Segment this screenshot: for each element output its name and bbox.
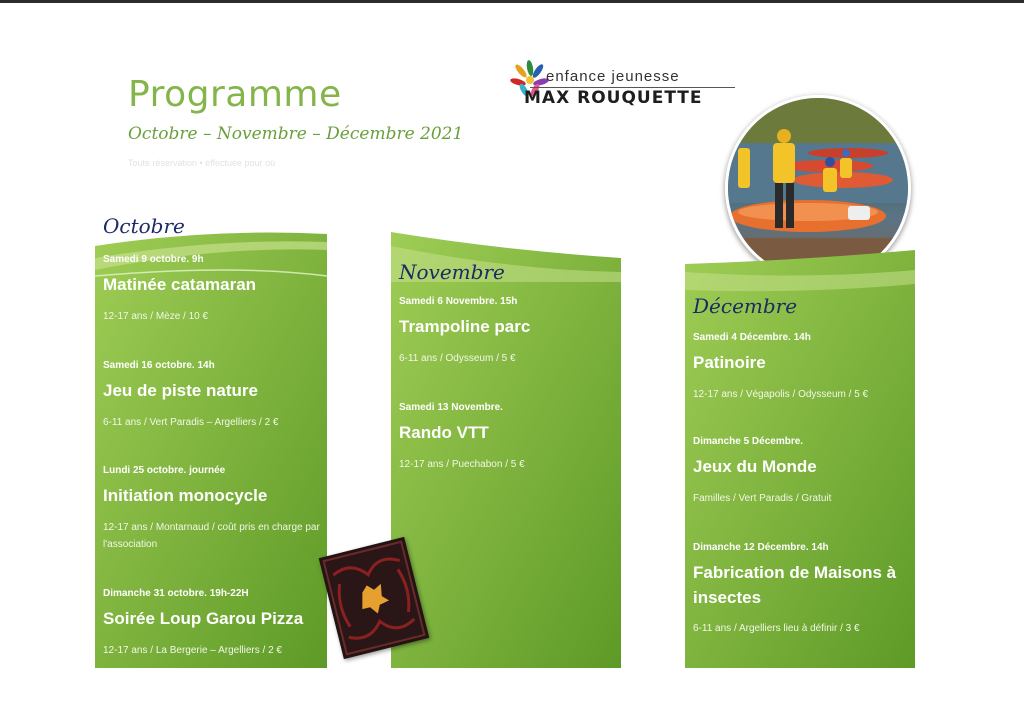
event-info: 12-17 ans / Végapolis / Odysseum / 5 €: [693, 388, 869, 400]
event-info: 12-17 ans / Mèze / 10 €: [103, 310, 209, 322]
month-column-octobre: [95, 214, 327, 668]
page-title: Programme: [128, 74, 342, 115]
event-maisons-insectes: [693, 542, 909, 638]
logo: [510, 58, 740, 110]
reservation-note: Toute réservation • effectuée pour où: [128, 158, 276, 168]
event-title: Jeux du Monde: [693, 457, 817, 476]
event-info: 6-11 ans / Vert Paradis – Argelliers / 2 €: [103, 416, 279, 428]
month-title-novembre: Novembre: [399, 260, 505, 284]
event-info: 6-11 ans / Argelliers lieu à définir / 3 €: [693, 623, 860, 635]
event-date: Dimanche 12 Décembre. 14h: [693, 542, 829, 553]
event-info: Familles / Vert Paradis / Gratuit: [693, 492, 832, 504]
event-date: Samedi 9 octobre. 9h: [103, 254, 204, 265]
event-date: Samedi 6 Novembre. 15h: [399, 296, 518, 307]
event-title: Jeu de piste nature: [103, 381, 258, 400]
event-info: 12-17 ans / La Bergerie – Argelliers / 2 €: [103, 644, 282, 656]
event-date: Dimanche 5 Décembre.: [693, 436, 804, 447]
event-info: 6-11 ans / Odysseum / 5 €: [399, 352, 516, 364]
event-jeux-du-monde: [693, 436, 909, 507]
event-trampoline-parc: [399, 296, 615, 367]
month-column-decembre: [685, 250, 915, 668]
event-date: Samedi 4 Décembre. 14h: [693, 332, 811, 343]
event-title: Patinoire: [693, 353, 766, 372]
page-subtitle: Octobre – Novembre – Décembre 2021: [128, 124, 464, 144]
event-title: Trampoline parc: [399, 317, 531, 336]
event-initiation-monocycle: [103, 465, 321, 554]
event-date: Samedi 16 octobre. 14h: [103, 360, 215, 371]
event-title: Rando VTT: [399, 423, 489, 442]
event-title: Matinée catamaran: [103, 275, 257, 294]
event-date: Samedi 13 Novembre.: [399, 402, 503, 413]
event-soiree-loup-garou: [103, 588, 321, 659]
event-title: Soirée Loup Garou Pizza: [103, 609, 304, 628]
event-title: Fabrication de Maisons à insectes: [693, 563, 897, 607]
event-date: Dimanche 31 octobre. 19h-22H: [103, 588, 249, 599]
month-column-novembre: [391, 232, 621, 668]
month-title-decembre: Décembre: [693, 294, 798, 318]
logo-text-max-rouquette: MAX ROUQUETTE: [524, 88, 703, 108]
month-title-octobre: Octobre: [103, 214, 185, 238]
event-title: Initiation monocycle: [103, 486, 268, 505]
event-jeu-de-piste: [103, 360, 321, 431]
event-info: 12-17 ans / Montarnaud / coût pris en charge par l'association: [103, 521, 320, 551]
event-patinoire: [693, 332, 909, 403]
event-matinee-catamaran: [103, 254, 321, 325]
event-rando-vtt: [399, 402, 615, 473]
event-date: Lundi 25 octobre. journée: [103, 465, 226, 476]
event-info: 12-17 ans / Puechabon / 5 €: [399, 458, 525, 470]
logo-text-enfance-jeunesse: enfance jeunesse: [546, 68, 680, 85]
top-border: [0, 0, 1024, 3]
